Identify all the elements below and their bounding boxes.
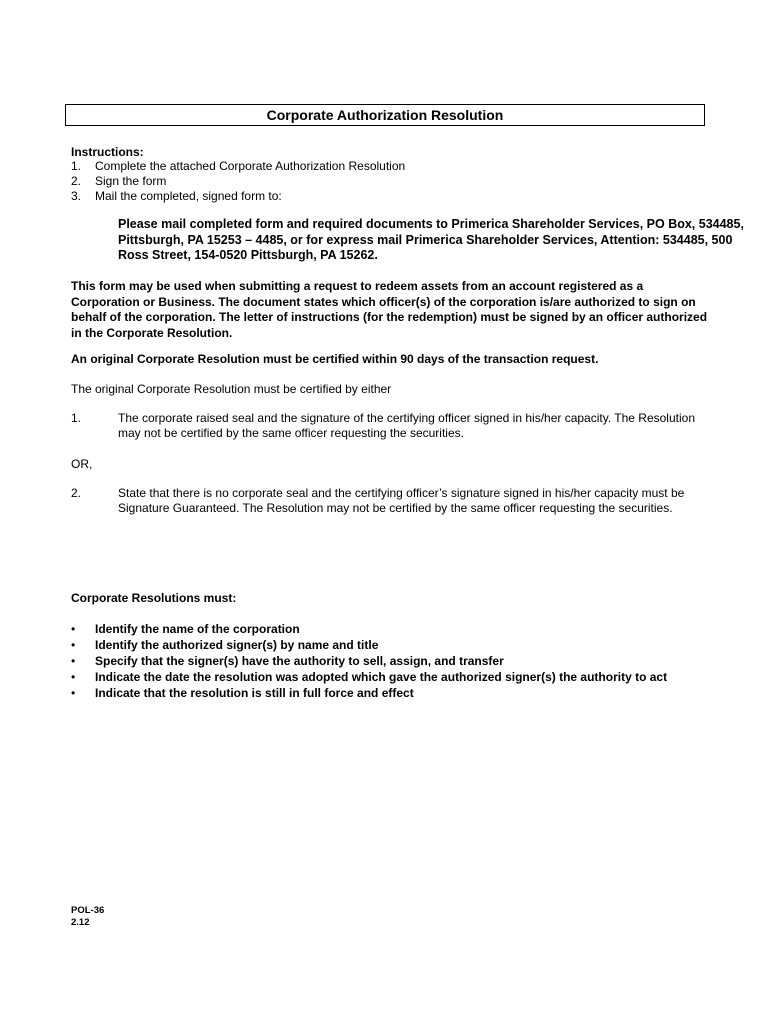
document-title: Corporate Authorization Resolution [266, 107, 504, 123]
instructions-list [71, 159, 405, 204]
requirement-text: Identify the name of the corporation [95, 622, 300, 636]
bullet-icon: • [71, 638, 76, 652]
instruction-number: 2. [71, 174, 82, 188]
requirement-text: Specify that the signer(s) have the authority to sell, assign, and transfer [95, 654, 504, 668]
instruction-text: Mail the completed, signed form to: [95, 189, 282, 203]
instruction-item [71, 174, 405, 189]
instruction-number: 3. [71, 189, 82, 203]
or-separator: OR, [71, 457, 93, 471]
requirement-text: Identify the authorized signer(s) by name and title [95, 638, 379, 652]
requirement-item [71, 669, 731, 685]
option-text: State that there is no corporate seal and the certifying officer’s signature signed in his/her capacity must be Signature Guaranteed. The Resolution may not be certified by the same officer requesting the securities. [118, 486, 685, 515]
usage-paragraph: This form may be used when submitting a request to redeem assets from an account registered as a Corporation or Business. The document states which officer(s) of the corporation is/are authorized to sign on behalf of the corporation. The letter of instructions (for the redemption) must be signed by an officer authorized in the Corporate Resolution. [71, 279, 708, 340]
form-footer [71, 905, 104, 929]
bullet-icon: • [71, 670, 76, 684]
bullet-icon: • [71, 622, 76, 636]
certification-options-intro: The original Corporate Resolution must be certified by either [71, 382, 392, 396]
certification-requirement: An original Corporate Resolution must be certified within 90 days of the transaction request. [71, 352, 599, 366]
requirements-list [71, 621, 731, 701]
requirement-item [71, 621, 731, 637]
instruction-number: 1. [71, 159, 82, 173]
requirement-item [71, 637, 731, 653]
mailing-address-note: Please mail completed form and required documents to Primerica Shareholder Services, PO Box, 534485, Pittsburgh, PA 15253 – 4485, or for express mail Primerica Shareholder Services, Attention: 534485, 500 Ross Street, 154-0520 Pittsburgh, PA 15262. [118, 217, 744, 262]
requirement-text: Indicate the date the resolution was adopted which gave the authorized signer(s) the authority to act [95, 670, 668, 684]
form-version: 2.12 [71, 917, 90, 928]
document-title-box [65, 104, 705, 126]
option-text: The corporate raised seal and the signature of the certifying officer signed in his/her capacity. The Resolution may not be certified by the same officer requesting the securities. [118, 411, 695, 440]
bullet-icon: • [71, 686, 76, 700]
certification-option-2 [71, 486, 711, 516]
requirement-item [71, 653, 731, 669]
option-number: 1. [71, 411, 82, 425]
instruction-text: Sign the form [95, 174, 167, 188]
option-number: 2. [71, 486, 82, 500]
instructions-heading: Instructions: [71, 145, 144, 159]
instruction-text: Complete the attached Corporate Authorization Resolution [95, 159, 406, 173]
instruction-item [71, 189, 405, 204]
requirements-heading: Corporate Resolutions must: [71, 591, 237, 605]
form-code: POL-36 [71, 905, 105, 916]
bullet-icon: • [71, 654, 76, 668]
instruction-item [71, 159, 405, 174]
certification-option-1 [71, 411, 711, 441]
requirement-item [71, 685, 731, 701]
requirement-text: Indicate that the resolution is still in full force and effect [95, 686, 414, 700]
